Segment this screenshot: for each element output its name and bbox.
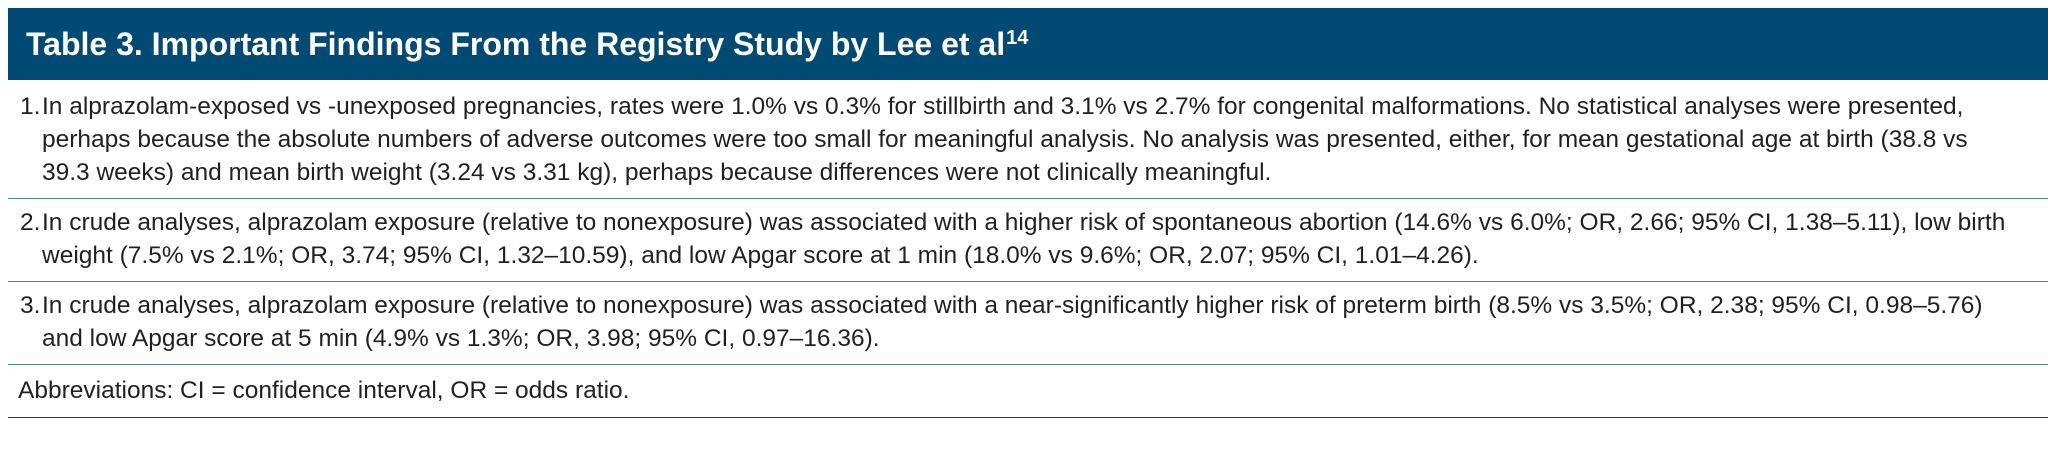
finding-number: 2. bbox=[20, 209, 41, 236]
table-title: Table 3. Important Findings From the Registry Study by Lee et al bbox=[26, 26, 1006, 62]
finding-text: In crude analyses, alprazolam exposure (relative to nonexposure) was associated with a higher risk of spontaneous abortion (14.6% vs 6.0%; OR, 2.66; 95% CI, 1.38–5.11), low birth weight (7.5% vs 2.1%; OR, 3.74; 95% CI, 1.32–10.59), and low Apgar score at 1 min (18.0% vs 9.6%; OR, 2.07; 95% CI, 1.01–4.26). bbox=[42, 209, 2006, 269]
abbreviations-footnote bbox=[8, 365, 2048, 418]
abbreviations-text: Abbreviations: CI = confidence interval, OR = odds ratio. bbox=[18, 377, 630, 404]
finding-row-3 bbox=[8, 282, 2048, 365]
table-title-bar bbox=[8, 8, 2048, 80]
finding-text: In alprazolam-exposed vs -unexposed pregnancies, rates were 1.0% vs 0.3% for stillbirth and 3.1% vs 2.7% for congenital malformations. No statistical analyses were presented, perhaps because the absolute numbers of adverse outcomes were too small for meaningful analysis. No analysis was presented, either, for mean gestational age at birth (38.8 vs 39.3 weeks) and mean birth weight (3.24 vs 3.31 kg), perhaps because differences were not clinically meaningful. bbox=[42, 93, 1968, 186]
finding-number: 1. bbox=[20, 93, 41, 120]
findings-table bbox=[8, 8, 2048, 418]
finding-row-2 bbox=[8, 199, 2048, 282]
finding-number: 3. bbox=[20, 292, 41, 319]
title-reference-superscript: 14 bbox=[1006, 27, 1029, 49]
finding-text: In crude analyses, alprazolam exposure (relative to nonexposure) was associated with a near-significantly higher risk of preterm birth (8.5% vs 3.5%; OR, 2.38; 95% CI, 0.98–5.76) and low Apgar score at 5 min (4.9% vs 1.3%; OR, 3.98; 95% CI, 0.97–16.36). bbox=[42, 292, 1983, 352]
finding-row-1 bbox=[8, 80, 2048, 199]
